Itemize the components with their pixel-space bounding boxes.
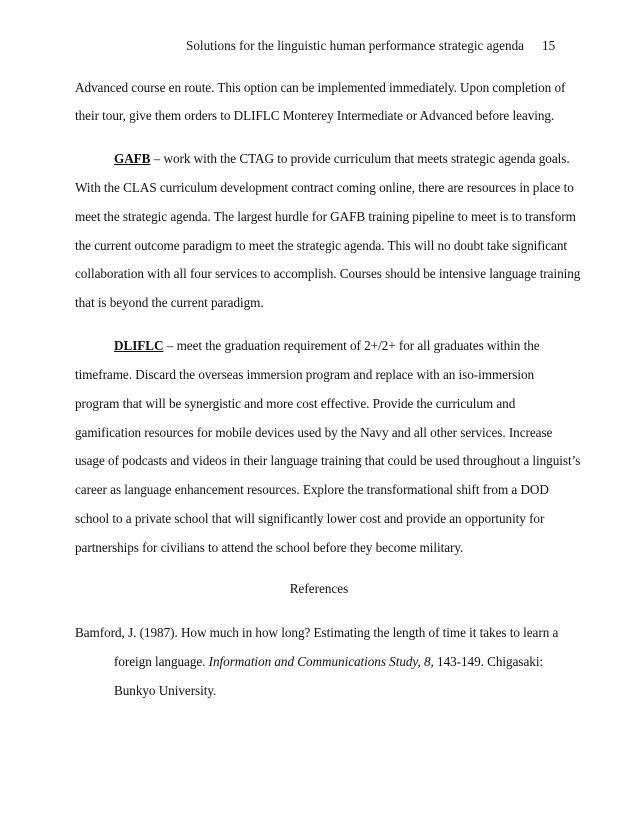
reference-entry-line-2-post: 143-149. Chigasaki: xyxy=(433,654,544,669)
gafb-line-1 xyxy=(114,149,570,169)
running-head xyxy=(186,36,566,56)
dliflc-line-6: career as language enhancement resources. Explore the transformational shift from a DOD xyxy=(75,482,549,497)
dliflc-line-8: partnerships for civilians to attend the school before they become military. xyxy=(75,540,464,555)
dliflc-line-1 xyxy=(114,336,565,356)
dliflc-line-2: timeframe. Discard the overseas immersion program and replace with an iso-immersion xyxy=(75,367,535,382)
references-heading: References xyxy=(289,581,349,596)
reference-entry-line-3: Bunkyo University. xyxy=(114,683,217,698)
gafb-line-5: collaboration with all four services to accomplish. Courses should be intensive language training xyxy=(75,266,581,281)
running-title: Solutions for the linguistic human performance strategic agenda xyxy=(186,38,525,53)
dliflc-line-5: usage of podcasts and videos in their language training that could be used throughout a linguist’s xyxy=(75,453,581,468)
gafb-line-2: With the CLAS curriculum development contract coming online, there are resources in place to xyxy=(75,180,574,195)
dliflc-line-4: gamification resources for mobile devices used by the Navy and all other services. Increase xyxy=(75,425,553,440)
reference-journal-title: Information and Communications Study, 8, xyxy=(208,654,434,669)
gafb-line-1-text: – work with the CTAG to provide curriculum that meets strategic agenda goals. xyxy=(150,151,570,166)
reference-entry-line-2-pre: foreign language. xyxy=(114,654,209,669)
dliflc-line-1-text: – meet the graduation requirement of 2+/2+ for all graduates within the xyxy=(163,338,540,353)
dliflc-line-3: program that will be synergistic and more cost effective. Provide the curriculum and xyxy=(75,396,516,411)
intro-line-2: their tour, give them orders to DLIFLC Monterey Intermediate or Advanced before leaving. xyxy=(75,108,555,123)
gafb-label: GAFB xyxy=(114,151,151,166)
gafb-line-3: meet the strategic agenda. The largest hurdle for GAFB training pipeline to meet is to transform xyxy=(75,209,576,224)
gafb-line-4: the current outcome paradigm to meet the strategic agenda. This will no doubt take significant xyxy=(75,238,568,253)
intro-line-1: Advanced course en route. This option can be implemented immediately. Upon completion of xyxy=(75,80,566,95)
dliflc-line-7: school to a private school that will significantly lower cost and provide an opportunity for xyxy=(75,511,545,526)
gafb-line-6: that is beyond the current paradigm. xyxy=(75,295,264,310)
dliflc-label: DLIFLC xyxy=(114,338,164,353)
reference-entry-line-2 xyxy=(114,652,565,672)
page-number: 15 xyxy=(542,38,556,53)
reference-entry-line-1: Bamford, J. (1987). How much in how long? Estimating the length of time it takes to learn a xyxy=(75,625,559,640)
